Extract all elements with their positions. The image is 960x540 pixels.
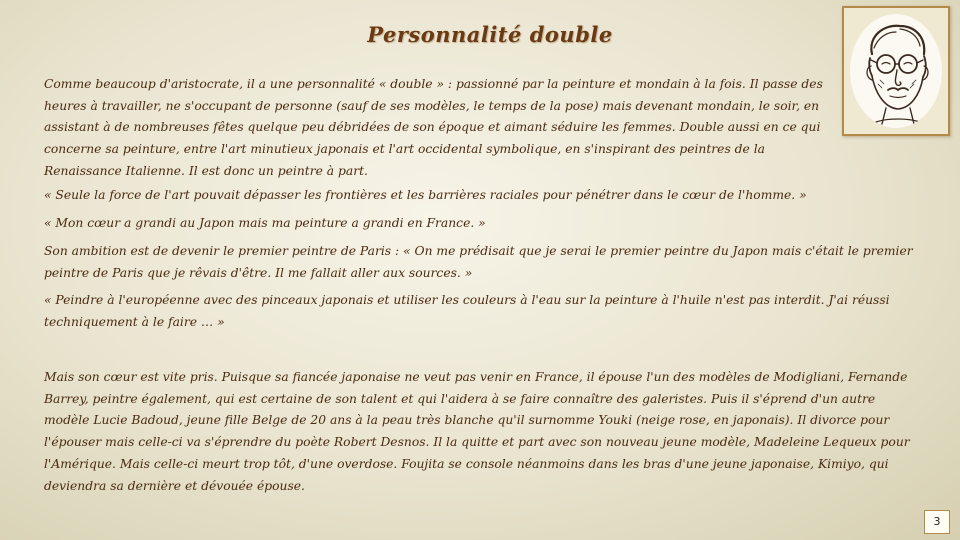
portrait-oval xyxy=(850,14,942,128)
slide-title: Personnalité double xyxy=(367,22,613,47)
portrait-sketch-icon xyxy=(850,14,942,128)
quote-art-force: « Seule la force de l'art pouvait dépasser les frontières et les barrières raciales pour pénétrer dans le cœur de l'homme. » xyxy=(44,188,807,202)
paragraph-personality: Comme beaucoup d'aristocrate, il a une personnalité « double » : passionné par la peinture et mondain à la fois. Il passe des heures à travailler, ne s'occupant de personne (sauf de ses modèles, le temps de la pose) mais devenant mondain, le soir, en assistant à de nombreuses fêtes quelque peu débridées de son époque et aimant séduire les femmes. Double aussi en ce qui concerne sa peinture, entre l'art minutieux japonais et l'art occidental symbolique, en s'inspirant des peintres de la Renaissance Italienne. Il est donc un peintre à part. xyxy=(44,77,823,178)
quote-heart-japan: « Mon cœur a grandi au Japon mais ma peinture a grandi en France. » xyxy=(44,216,486,230)
page-number: 3 xyxy=(924,510,950,534)
paragraph-love-life: Mais son cœur est vite pris. Puisque sa fiancée japonaise ne veut pas venir en France, il épouse l'un des modèles de Modigliani, Fernande Barrey, peintre également, qui est certaine de son talent et qui l'aidera à se faire connaître des galeristes. Puis il s'éprend d'un autre modèle Lucie Badoud, jeune fille Belge de 20 ans à la peau très blanche qu'il surnomme Youki (neige rose, en japonais). Il divorce pour l'épouser mais celle-ci va s'éprendre du poète Robert Desnos. Il la quitte et part avec son nouveau jeune modèle, Madeleine Lequeux pour l'Amérique. Mais celle-ci meurt trop tôt, d'une overdose. Foujita se console néanmoins dans les bras d'une jeune japonaise, Kimiyo, qui deviendra sa dernière et dévouée épouse. xyxy=(44,370,910,493)
quote-painting-technique: « Peindre à l'européenne avec des pinceaux japonais et utiliser les couleurs à l'eau sur la peinture à l'huile n'est pas interdit. J'ai réussi techniquement à le faire … » xyxy=(44,293,890,329)
portrait-frame xyxy=(842,6,950,136)
paragraph-ambition: Son ambition est de devenir le premier peintre de Paris : « On me prédisait que je serai le premier peintre du Japon mais c'était le premier peintre de Paris que je rêvais d'être. Il me fallait aller aux sources. » xyxy=(44,244,913,280)
